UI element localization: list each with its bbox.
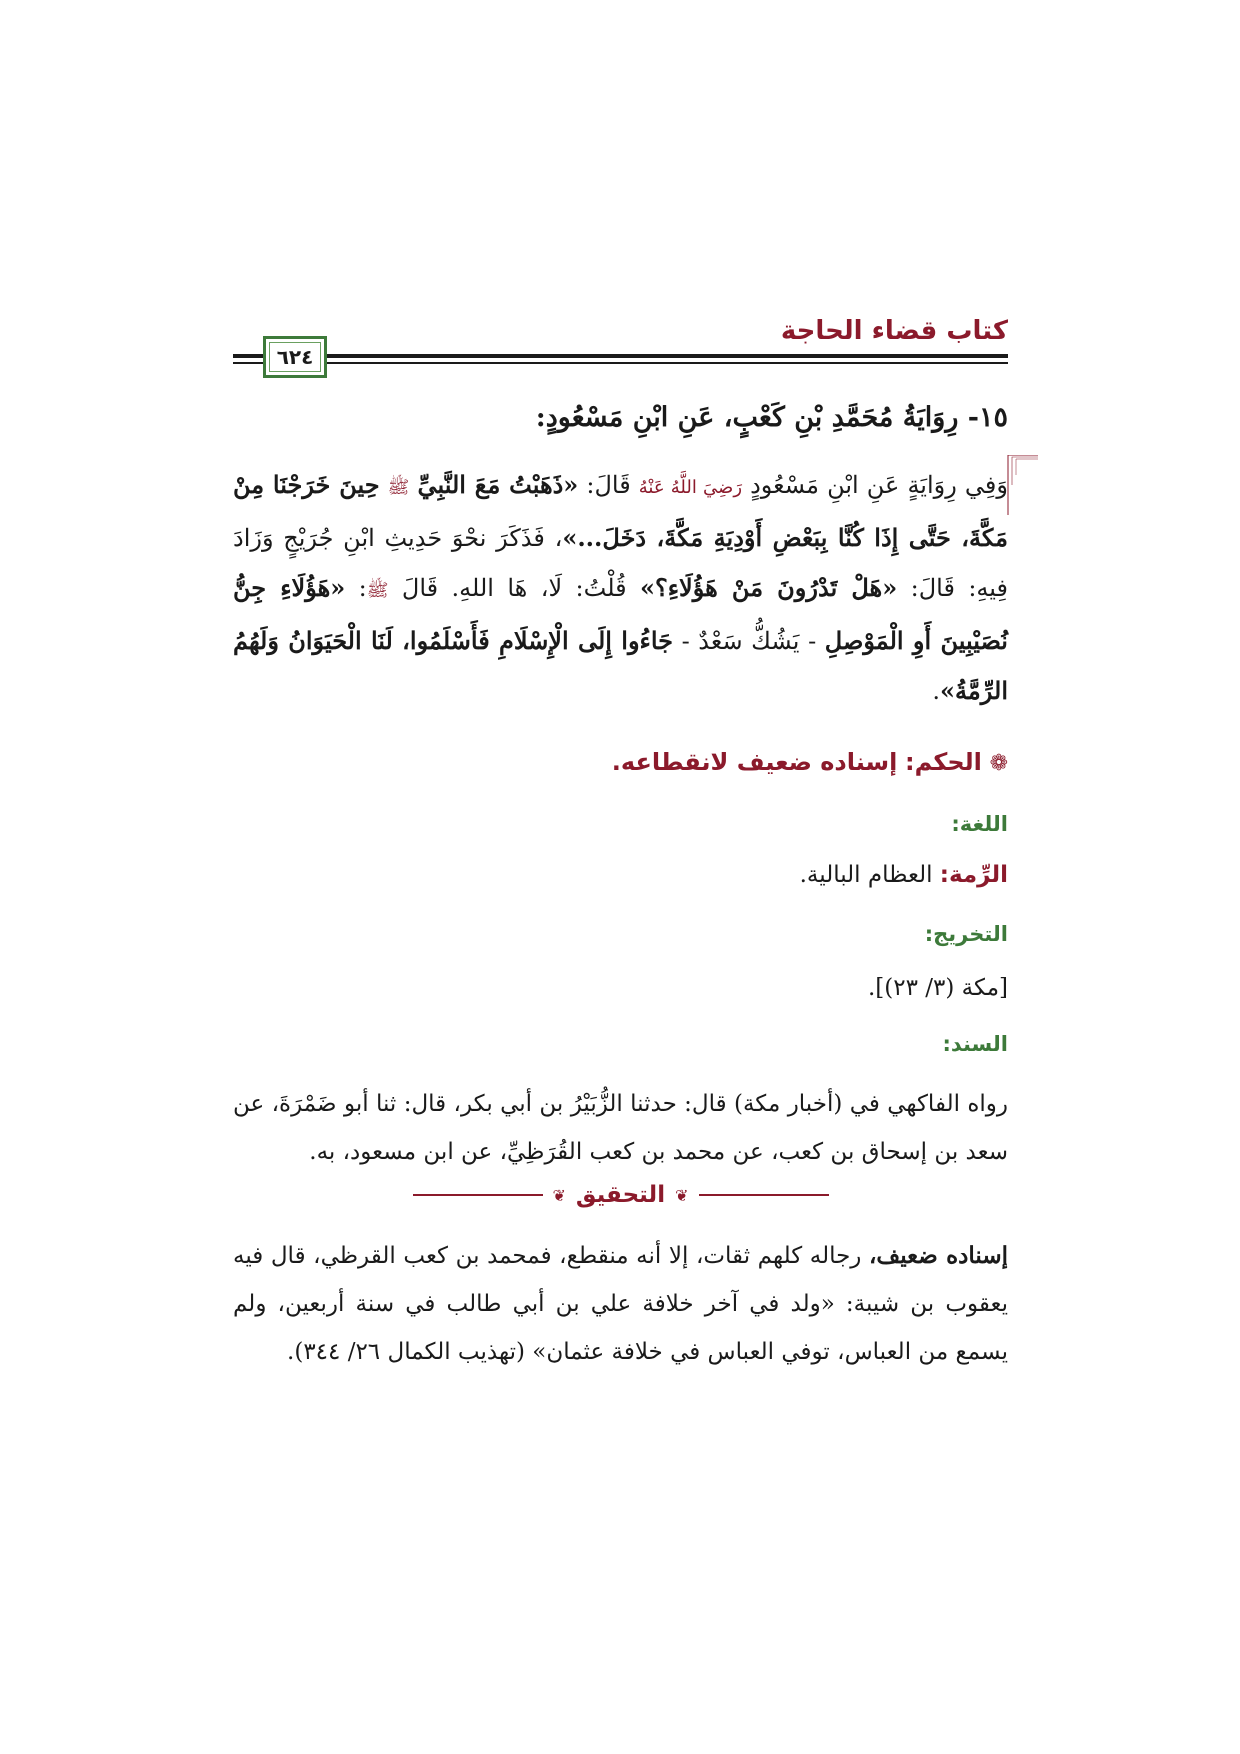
language-definition: العظام البالية. <box>799 862 933 888</box>
header-rule-stub <box>233 354 263 358</box>
tahqiq-body: رجاله كلهم ثقات، إلا أنه منقطع، فمحمد بن كعب القرظي، قال فيه يعقوب بن شيبة: «ولد في آخر خلافة علي بن أبي طالب في سنة أربعين، ولم يسمع من العباس، توفي العباس في خلافة عثمان» (تهذيب الكمال ٢٦/ ٣٤٤). <box>233 1243 1008 1365</box>
book-page <box>233 0 1008 1754</box>
tahqiq-title: التحقيق <box>575 1182 666 1208</box>
hadith-text <box>233 460 1008 716</box>
header-rule-stub-thin <box>233 362 263 364</box>
divider-line <box>413 1194 543 1196</box>
takhrij-text: [مكة (٣/ ٢٣)]. <box>867 975 1008 1001</box>
hadith-quote-1b: حِينَ خَرَجْنَا مِنْ مَكَّةَ، حَتَّى إِذَا كُنَّا بِبَعْضِ أَوْدِيَةِ مَكَّةَ، دَخَلَ...» <box>233 470 1008 552</box>
sanad-label: السند: <box>942 1032 1008 1056</box>
hadith-middle: ، فَذَكَرَ نحْوَ حَدِيثِ ابْنِ جُرَيْجٍ وَزَادَ فِيهِ: قَالَ: <box>233 524 1008 602</box>
language-term: الرِّمة: <box>939 862 1008 888</box>
salawat-icon: ﷺ <box>366 580 389 601</box>
ruling-label: الحكم: <box>905 748 982 776</box>
page-number-frame <box>263 336 327 378</box>
hadith-quote-3b: جَاءُوا إِلَى الْإِسْلَامِ فَأَسْلَمُوا، لَنَا الْحَيَوَانُ وَلَهُمُ الرِّمَّةُ» <box>233 626 1008 705</box>
sanad-text: رواه الفاكهي في (أخبار مكة) قال: حدثنا الزُّبَيْرُ بن أبي بكر، قال: ثنا أبو ضَمْرَةَ، عن سعد بن إسحاق بن كعب، عن محمد بن كعب القُرَظِيِّ، عن ابن مسعود، به. <box>233 1091 1008 1165</box>
salawat-icon: ﷺ <box>387 477 410 498</box>
book-title: كتاب قضاء الحاجة <box>780 316 1008 346</box>
hadith-quote-1: «ذَهَبْتُ مَعَ النَّبِيِّ <box>417 470 579 499</box>
divider-line <box>699 1194 829 1196</box>
radiallahu-anhu: رَضِيَ اللَّهُ عَنْهُ <box>638 477 743 498</box>
hadith-quote-3: «هَؤُلَاءِ جِنُّ نُصَيْبِينَ أَوِ الْمَوْصِلِ <box>233 573 1008 655</box>
section-number: ١٥- <box>967 402 1008 433</box>
hadith-qala: قَالَ: <box>586 471 631 499</box>
hadith-doubt: - يَشُكُّ سَعْدٌ - <box>681 627 817 655</box>
ruling <box>612 748 1008 776</box>
ruling-text: إسناده ضعيف لانقطاعه. <box>611 748 898 776</box>
tahqiq-lead: إسناده ضعيف، <box>869 1242 1008 1269</box>
header-rule-thick <box>273 354 1008 358</box>
language-entry <box>800 862 1008 888</box>
hadith-colon: : <box>358 574 367 602</box>
ornament-icon: ❦ <box>552 1185 566 1205</box>
tahqiq-text <box>233 1232 1008 1376</box>
takhrij-label: التخريج: <box>924 922 1008 946</box>
section-title: رِوَايَةُ مُحَمَّدِ بْنِ كَعْبٍ، عَنِ ابْنِ مَسْعُودٍ: <box>535 402 959 433</box>
hadith-end: . <box>932 677 941 705</box>
section-heading <box>536 402 1008 433</box>
hadith-intro: وَفِي رِوَايَةٍ عَنِ ابْنِ مَسْعُودٍ <box>750 471 1008 499</box>
hadith-quote-2: «هَلْ تَدْرُونَ مَنْ هَؤُلَاءِ؟» <box>640 573 898 602</box>
flower-ornament-icon: ❁ <box>989 751 1008 776</box>
tahqiq-divider <box>233 1180 1008 1210</box>
language-label: اللغة: <box>951 812 1008 836</box>
ornament-icon: ❦ <box>675 1185 689 1205</box>
hadith-middle-2: قُلْتُ: لَا، هَا اللهِ. قَالَ <box>401 574 627 602</box>
header-rule-thin <box>273 362 1008 364</box>
page-number: ٦٢٤ <box>276 345 314 369</box>
